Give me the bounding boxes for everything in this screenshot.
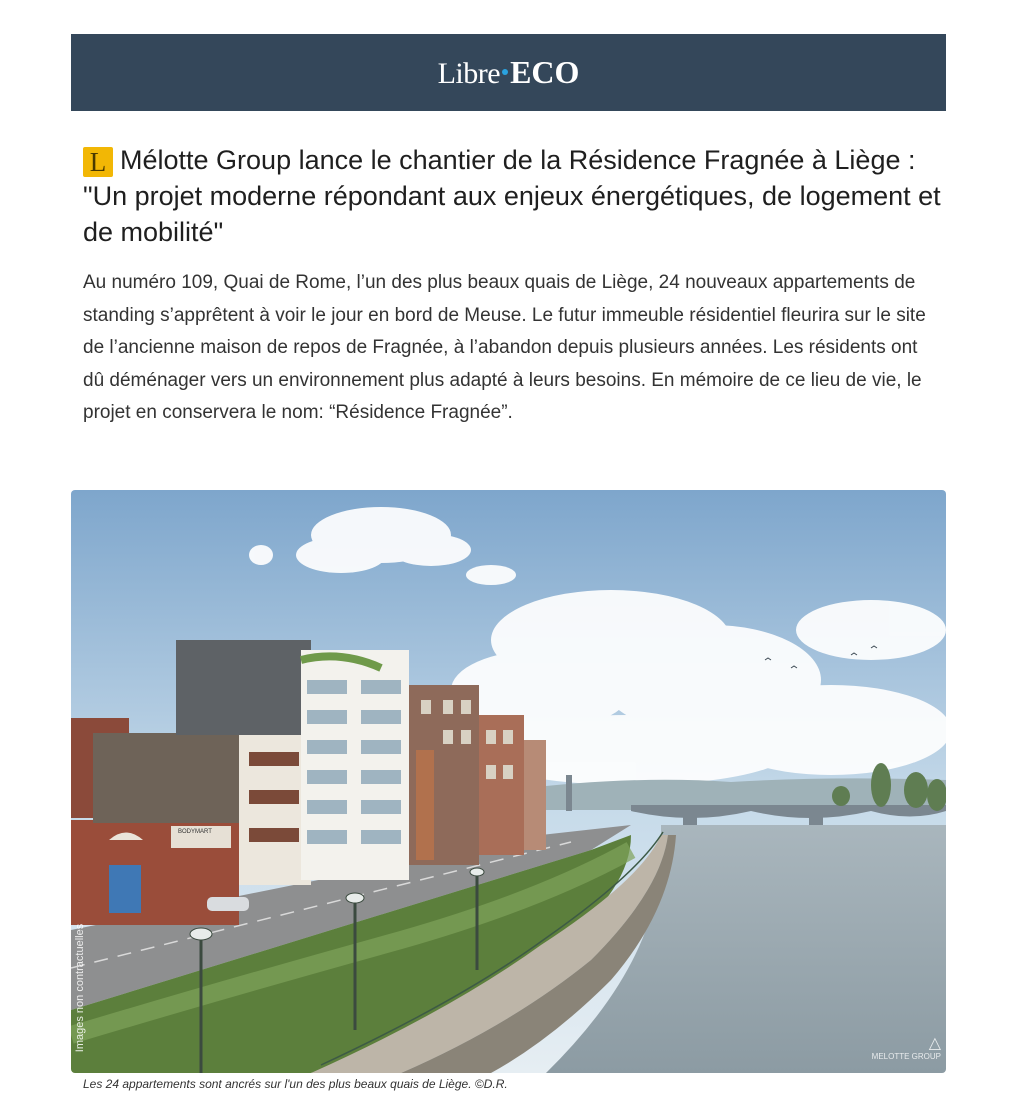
photo-watermark [846, 1036, 941, 1066]
article-photo [71, 490, 946, 1073]
logo-eco: ECO [510, 54, 580, 90]
article-lead: Au numéro 109, Quai de Rome, l’un des plus beaux quais de Liège, 24 nouveaux appartements de standing s’apprêtent à voir le jour en bord de Meuse. Le futur immeuble résidentiel fleurira sur le site de l’ancienne maison de repos de Fragnée, à l’abandon depuis plusieurs années. Les résidents ont dû déménager vers un environnement plus adapté à leurs besoins. En mémoire de ce lieu de vie, le projet en conservera le nom: “Résidence Fragnée”. [83, 272, 926, 423]
libre-eco-logo[interactable] [438, 54, 580, 91]
logo-dot [502, 69, 508, 75]
article-headline [83, 142, 953, 250]
grey-block [93, 733, 243, 823]
masthead [71, 34, 946, 111]
car [207, 897, 249, 911]
logo-libre: Libre [437, 57, 501, 90]
libre-badge-icon: L [83, 147, 113, 177]
residence-fragnee [176, 640, 311, 735]
triangle-logo-icon: △ [928, 1035, 941, 1052]
watermark-text: MELOTTE GROUP [871, 1052, 941, 1061]
image-disclaimer: Images non contractuelles [74, 923, 87, 1052]
article-title: Mélotte Group lance le chantier de la Résidence Fragnée à Liège : "Un projet moderne répondant aux enjeux énergétiques, de logement et de mobilité" [83, 145, 941, 247]
shop-sign-text: BODYMART [178, 829, 212, 835]
image-caption: Les 24 appartements sont ancrés sur l'un des plus beaux quais de Liège. ©D.R. [83, 1077, 508, 1091]
